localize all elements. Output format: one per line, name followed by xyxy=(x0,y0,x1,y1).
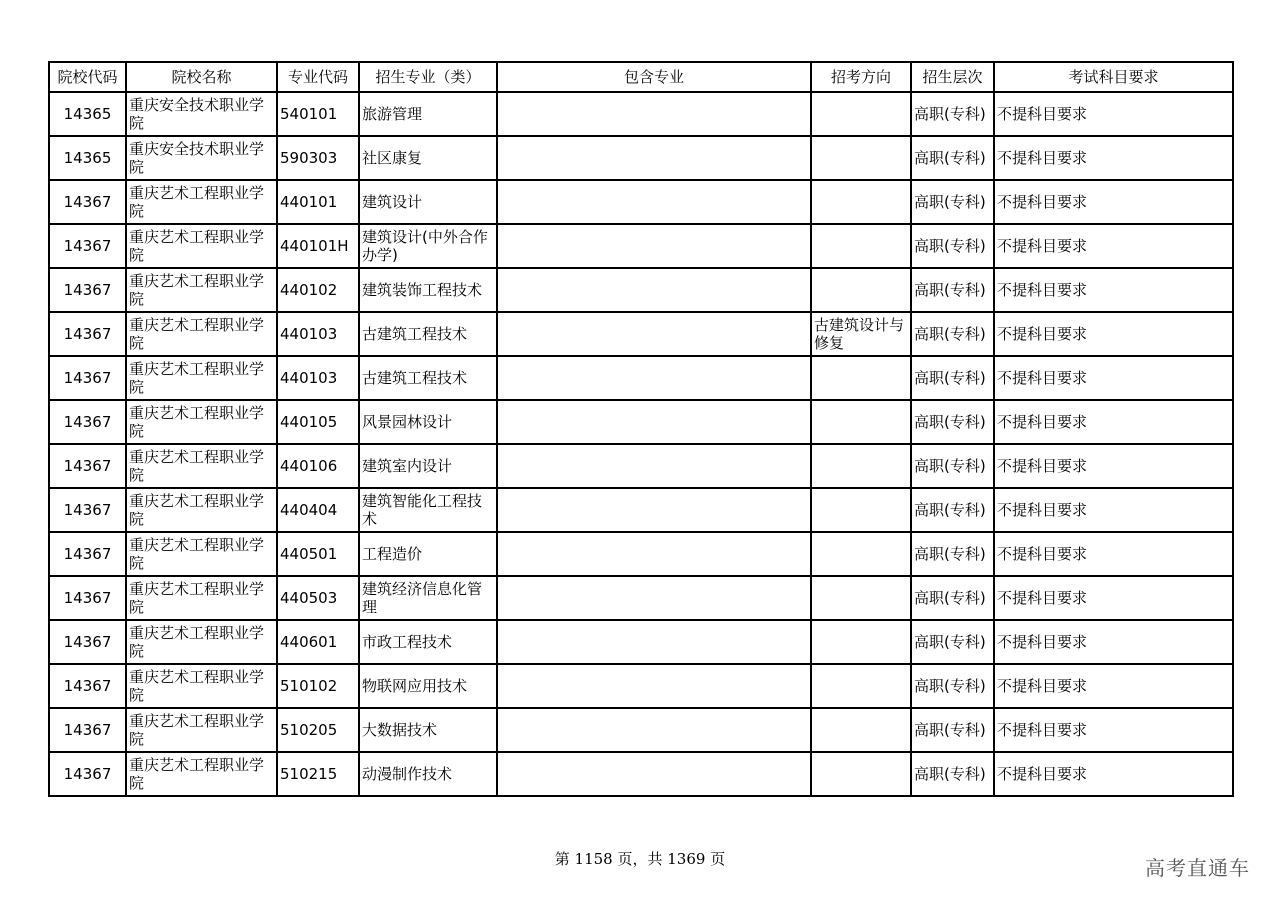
direction-cell xyxy=(811,268,911,312)
direction-cell xyxy=(811,136,911,180)
direction-cell xyxy=(811,224,911,268)
header-school-code: 院校代码 xyxy=(49,62,126,92)
table-row xyxy=(49,268,1233,312)
major-code-cell: 440105 xyxy=(277,400,359,444)
major-code-cell: 510205 xyxy=(277,708,359,752)
exam-requirement-cell: 不提科目要求 xyxy=(994,268,1233,312)
included-majors-cell xyxy=(497,752,811,796)
direction-cell xyxy=(811,532,911,576)
exam-requirement-cell: 不提科目要求 xyxy=(994,620,1233,664)
level-cell: 高职(专科) xyxy=(911,356,994,400)
header-direction: 招考方向 xyxy=(811,62,911,92)
included-majors-cell xyxy=(497,708,811,752)
table-row xyxy=(49,664,1233,708)
included-majors-cell xyxy=(497,488,811,532)
included-majors-cell xyxy=(497,136,811,180)
major-code-cell: 440102 xyxy=(277,268,359,312)
table-row xyxy=(49,180,1233,224)
page-number: 第 1158 页，共 1369 页 xyxy=(554,850,726,868)
included-majors-cell xyxy=(497,620,811,664)
school-code-cell: 14367 xyxy=(49,576,126,620)
exam-requirement-cell: 不提科目要求 xyxy=(994,576,1233,620)
school-name-cell: 重庆艺术工程职业学院 xyxy=(126,180,277,224)
school-code-cell: 14367 xyxy=(49,312,126,356)
watermark: 高考直通车 xyxy=(1145,856,1250,880)
included-majors-cell xyxy=(497,444,811,488)
school-name-cell: 重庆艺术工程职业学院 xyxy=(126,312,277,356)
school-name-cell: 重庆艺术工程职业学院 xyxy=(126,268,277,312)
level-cell: 高职(专科) xyxy=(911,92,994,136)
major-code-cell: 440101H xyxy=(277,224,359,268)
table-body xyxy=(49,92,1233,796)
direction-cell xyxy=(811,488,911,532)
major-cell: 建筑经济信息化管理 xyxy=(359,576,497,620)
table-row xyxy=(49,400,1233,444)
level-cell: 高职(专科) xyxy=(911,532,994,576)
admissions-table xyxy=(48,61,1234,797)
school-name-cell: 重庆安全技术职业学院 xyxy=(126,92,277,136)
major-cell: 建筑装饰工程技术 xyxy=(359,268,497,312)
direction-cell xyxy=(811,400,911,444)
header-included-majors: 包含专业 xyxy=(497,62,811,92)
school-name-cell: 重庆艺术工程职业学院 xyxy=(126,400,277,444)
major-code-cell: 440103 xyxy=(277,312,359,356)
exam-requirement-cell: 不提科目要求 xyxy=(994,312,1233,356)
school-code-cell: 14367 xyxy=(49,708,126,752)
level-cell: 高职(专科) xyxy=(911,444,994,488)
table-row xyxy=(49,312,1233,356)
direction-cell xyxy=(811,444,911,488)
level-cell: 高职(专科) xyxy=(911,224,994,268)
direction-cell xyxy=(811,708,911,752)
direction-cell xyxy=(811,664,911,708)
exam-requirement-cell: 不提科目要求 xyxy=(994,180,1233,224)
school-code-cell: 14367 xyxy=(49,664,126,708)
major-code-cell: 510102 xyxy=(277,664,359,708)
exam-requirement-cell: 不提科目要求 xyxy=(994,400,1233,444)
major-cell: 大数据技术 xyxy=(359,708,497,752)
table-row xyxy=(49,752,1233,796)
header-level: 招生层次 xyxy=(911,62,994,92)
header-exam-requirement: 考试科目要求 xyxy=(994,62,1233,92)
major-cell: 建筑智能化工程技术 xyxy=(359,488,497,532)
table-row xyxy=(49,444,1233,488)
included-majors-cell xyxy=(497,664,811,708)
included-majors-cell xyxy=(497,268,811,312)
major-code-cell: 440101 xyxy=(277,180,359,224)
school-code-cell: 14367 xyxy=(49,532,126,576)
school-name-cell: 重庆艺术工程职业学院 xyxy=(126,356,277,400)
table-row xyxy=(49,92,1233,136)
major-cell: 工程造价 xyxy=(359,532,497,576)
direction-cell xyxy=(811,620,911,664)
direction-cell xyxy=(811,576,911,620)
included-majors-cell xyxy=(497,400,811,444)
table-row xyxy=(49,532,1233,576)
direction-cell xyxy=(811,92,911,136)
header-major-code: 专业代码 xyxy=(277,62,359,92)
major-cell: 动漫制作技术 xyxy=(359,752,497,796)
included-majors-cell xyxy=(497,312,811,356)
school-code-cell: 14367 xyxy=(49,400,126,444)
major-cell: 古建筑工程技术 xyxy=(359,356,497,400)
level-cell: 高职(专科) xyxy=(911,180,994,224)
major-cell: 市政工程技术 xyxy=(359,620,497,664)
table-row xyxy=(49,356,1233,400)
header-school-name: 院校名称 xyxy=(126,62,277,92)
major-cell: 古建筑工程技术 xyxy=(359,312,497,356)
level-cell: 高职(专科) xyxy=(911,752,994,796)
included-majors-cell xyxy=(497,92,811,136)
level-cell: 高职(专科) xyxy=(911,312,994,356)
direction-cell xyxy=(811,180,911,224)
included-majors-cell xyxy=(497,224,811,268)
major-code-cell: 540101 xyxy=(277,92,359,136)
major-code-cell: 440501 xyxy=(277,532,359,576)
major-code-cell: 440103 xyxy=(277,356,359,400)
school-code-cell: 14367 xyxy=(49,224,126,268)
school-name-cell: 重庆艺术工程职业学院 xyxy=(126,576,277,620)
school-name-cell: 重庆艺术工程职业学院 xyxy=(126,488,277,532)
exam-requirement-cell: 不提科目要求 xyxy=(994,92,1233,136)
exam-requirement-cell: 不提科目要求 xyxy=(994,136,1233,180)
table-row xyxy=(49,488,1233,532)
school-name-cell: 重庆艺术工程职业学院 xyxy=(126,444,277,488)
table-row xyxy=(49,576,1233,620)
major-cell: 社区康复 xyxy=(359,136,497,180)
school-code-cell: 14367 xyxy=(49,356,126,400)
table-row xyxy=(49,620,1233,664)
level-cell: 高职(专科) xyxy=(911,664,994,708)
major-code-cell: 510215 xyxy=(277,752,359,796)
school-name-cell: 重庆艺术工程职业学院 xyxy=(126,664,277,708)
exam-requirement-cell: 不提科目要求 xyxy=(994,664,1233,708)
school-code-cell: 14367 xyxy=(49,180,126,224)
exam-requirement-cell: 不提科目要求 xyxy=(994,708,1233,752)
exam-requirement-cell: 不提科目要求 xyxy=(994,444,1233,488)
table-row xyxy=(49,224,1233,268)
school-code-cell: 14367 xyxy=(49,268,126,312)
major-cell: 旅游管理 xyxy=(359,92,497,136)
included-majors-cell xyxy=(497,576,811,620)
school-code-cell: 14367 xyxy=(49,752,126,796)
header-row xyxy=(49,62,1233,92)
level-cell: 高职(专科) xyxy=(911,576,994,620)
direction-cell xyxy=(811,356,911,400)
major-cell: 建筑设计 xyxy=(359,180,497,224)
major-cell: 风景园林设计 xyxy=(359,400,497,444)
major-code-cell: 440601 xyxy=(277,620,359,664)
exam-requirement-cell: 不提科目要求 xyxy=(994,532,1233,576)
school-code-cell: 14367 xyxy=(49,620,126,664)
school-name-cell: 重庆艺术工程职业学院 xyxy=(126,620,277,664)
major-code-cell: 440404 xyxy=(277,488,359,532)
school-name-cell: 重庆艺术工程职业学院 xyxy=(126,224,277,268)
major-cell: 物联网应用技术 xyxy=(359,664,497,708)
direction-cell: 古建筑设计与修复 xyxy=(811,312,911,356)
exam-requirement-cell: 不提科目要求 xyxy=(994,752,1233,796)
school-name-cell: 重庆艺术工程职业学院 xyxy=(126,532,277,576)
school-code-cell: 14365 xyxy=(49,92,126,136)
level-cell: 高职(专科) xyxy=(911,708,994,752)
school-name-cell: 重庆艺术工程职业学院 xyxy=(126,708,277,752)
table-row xyxy=(49,708,1233,752)
direction-cell xyxy=(811,752,911,796)
school-code-cell: 14367 xyxy=(49,444,126,488)
header-major: 招生专业（类） xyxy=(359,62,497,92)
table-header xyxy=(49,62,1233,92)
level-cell: 高职(专科) xyxy=(911,488,994,532)
included-majors-cell xyxy=(497,180,811,224)
level-cell: 高职(专科) xyxy=(911,136,994,180)
level-cell: 高职(专科) xyxy=(911,400,994,444)
level-cell: 高职(专科) xyxy=(911,620,994,664)
major-code-cell: 590303 xyxy=(277,136,359,180)
school-code-cell: 14367 xyxy=(49,488,126,532)
level-cell: 高职(专科) xyxy=(911,268,994,312)
major-cell: 建筑室内设计 xyxy=(359,444,497,488)
exam-requirement-cell: 不提科目要求 xyxy=(994,488,1233,532)
school-code-cell: 14365 xyxy=(49,136,126,180)
exam-requirement-cell: 不提科目要求 xyxy=(994,224,1233,268)
included-majors-cell xyxy=(497,356,811,400)
school-name-cell: 重庆艺术工程职业学院 xyxy=(126,752,277,796)
major-code-cell: 440503 xyxy=(277,576,359,620)
exam-requirement-cell: 不提科目要求 xyxy=(994,356,1233,400)
school-name-cell: 重庆安全技术职业学院 xyxy=(126,136,277,180)
major-code-cell: 440106 xyxy=(277,444,359,488)
included-majors-cell xyxy=(497,532,811,576)
table-row xyxy=(49,136,1233,180)
major-cell: 建筑设计(中外合作办学) xyxy=(359,224,497,268)
